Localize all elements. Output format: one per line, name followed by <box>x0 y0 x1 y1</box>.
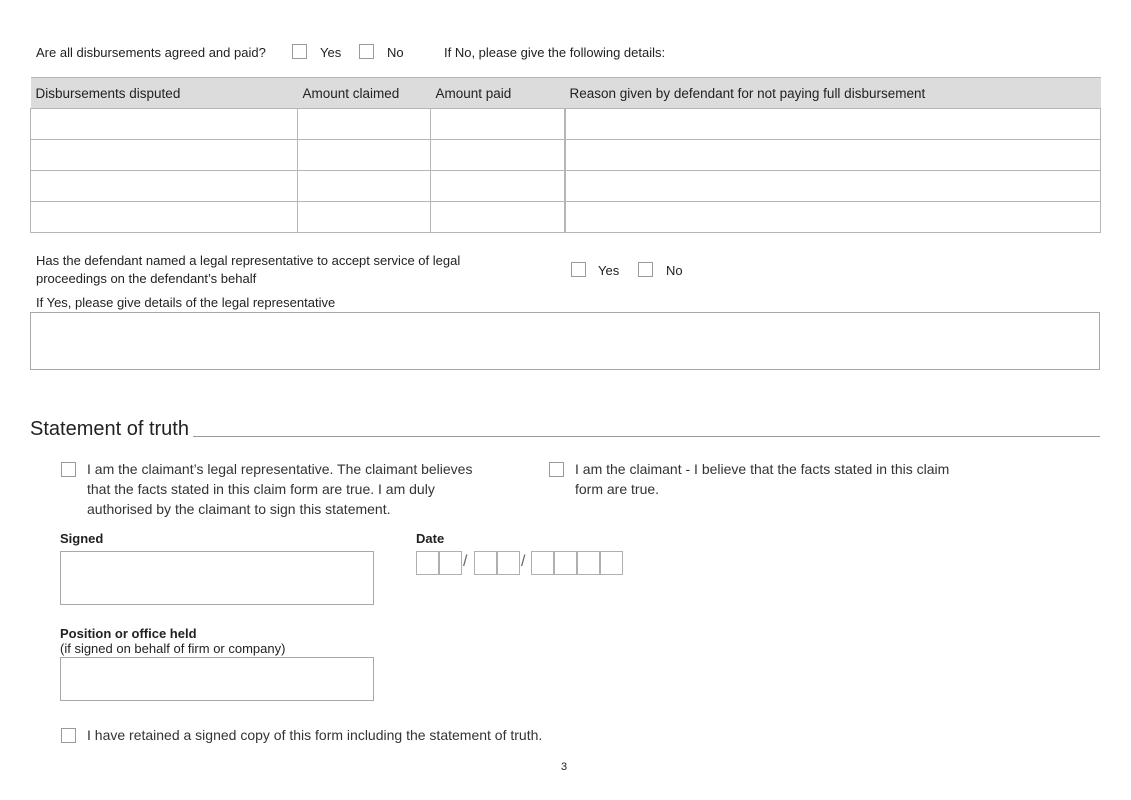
disbursements-no-label: No <box>387 45 404 60</box>
disbursements-table <box>30 77 1101 233</box>
date-year-digit-3[interactable] <box>577 551 600 575</box>
table-row <box>31 171 1101 202</box>
retained-copy-checkbox[interactable] <box>61 728 76 743</box>
legal-rep-statement-line1: I am the claimant’s legal representative. The claimant believes <box>87 461 473 477</box>
page-number: 3 <box>561 761 568 773</box>
cell-amount-paid[interactable] <box>431 202 565 233</box>
date-label: Date <box>416 531 445 546</box>
date-month-digit-1[interactable] <box>474 551 497 575</box>
statement-heading-rule <box>193 436 1100 437</box>
legal-rep-details-field[interactable] <box>30 312 1100 370</box>
signed-label: Signed <box>60 531 104 546</box>
position-field[interactable] <box>60 657 374 701</box>
legal-rep-no-checkbox[interactable] <box>638 262 653 277</box>
cell-amount-claimed[interactable] <box>298 109 431 140</box>
table-row <box>31 140 1101 171</box>
cell-disbursement[interactable] <box>31 140 298 171</box>
signature-field[interactable] <box>60 551 374 605</box>
disbursements-question-label: Are all disbursements agreed and paid? <box>36 45 266 60</box>
date-separator: / <box>463 553 468 570</box>
header-amount-paid: Amount paid <box>431 78 565 109</box>
header-reason: Reason given by defendant for not paying full disbursement <box>565 78 1101 109</box>
legal-rep-statement-checkbox[interactable] <box>61 462 76 477</box>
cell-disbursement[interactable] <box>31 202 298 233</box>
position-label: Position or office held <box>60 626 197 641</box>
cell-disbursement[interactable] <box>31 171 298 202</box>
disbursements-no-checkbox[interactable] <box>359 44 374 59</box>
date-year-digit-4[interactable] <box>600 551 623 575</box>
legal-rep-no-label: No <box>666 263 683 278</box>
cell-amount-paid[interactable] <box>431 109 565 140</box>
retained-copy-label: I have retained a signed copy of this form including the statement of truth. <box>87 727 543 743</box>
cell-reason[interactable] <box>565 202 1101 233</box>
date-year-digit-2[interactable] <box>554 551 577 575</box>
claimant-statement-line2: form are true. <box>575 481 660 497</box>
date-year-digit-1[interactable] <box>531 551 554 575</box>
header-amount-claimed: Amount claimed <box>298 78 431 109</box>
table-header-row <box>31 78 1101 109</box>
claimant-statement-checkbox[interactable] <box>549 462 564 477</box>
statement-heading: Statement of truth <box>30 418 189 440</box>
legal-rep-details-label: If Yes, please give details of the legal representative <box>36 295 336 310</box>
date-month-digit-2[interactable] <box>497 551 520 575</box>
cell-amount-paid[interactable] <box>431 140 565 171</box>
cell-reason[interactable] <box>565 171 1101 202</box>
table-row <box>31 202 1101 233</box>
date-day-digit-1[interactable] <box>416 551 439 575</box>
cell-reason[interactable] <box>565 140 1101 171</box>
legal-rep-statement-line3: authorised by the claimant to sign this statement. <box>87 501 391 517</box>
date-separator: / <box>521 553 526 570</box>
cell-amount-claimed[interactable] <box>298 140 431 171</box>
cell-amount-paid[interactable] <box>431 171 565 202</box>
position-sublabel: (if signed on behalf of firm or company) <box>60 641 286 656</box>
legal-rep-yes-checkbox[interactable] <box>571 262 586 277</box>
date-day-digit-2[interactable] <box>439 551 462 575</box>
legal-rep-question-line1: Has the defendant named a legal representative to accept service of legal <box>36 253 461 268</box>
cell-disbursement[interactable] <box>31 109 298 140</box>
cell-amount-claimed[interactable] <box>298 171 431 202</box>
header-disbursements-disputed: Disbursements disputed <box>31 78 298 109</box>
disbursements-yes-checkbox[interactable] <box>292 44 307 59</box>
disbursements-yes-label: Yes <box>320 45 342 60</box>
table-row <box>31 109 1101 140</box>
claimant-statement-line1: I am the claimant - I believe that the facts stated in this claim <box>575 461 950 477</box>
legal-rep-yes-label: Yes <box>598 263 620 278</box>
legal-rep-question-line2: proceedings on the defendant’s behalf <box>36 271 257 286</box>
cell-amount-claimed[interactable] <box>298 202 431 233</box>
if-no-instruction: If No, please give the following details: <box>444 45 666 60</box>
cell-reason[interactable] <box>565 109 1101 140</box>
legal-rep-statement-line2: that the facts stated in this claim form are true. I am duly <box>87 481 435 497</box>
